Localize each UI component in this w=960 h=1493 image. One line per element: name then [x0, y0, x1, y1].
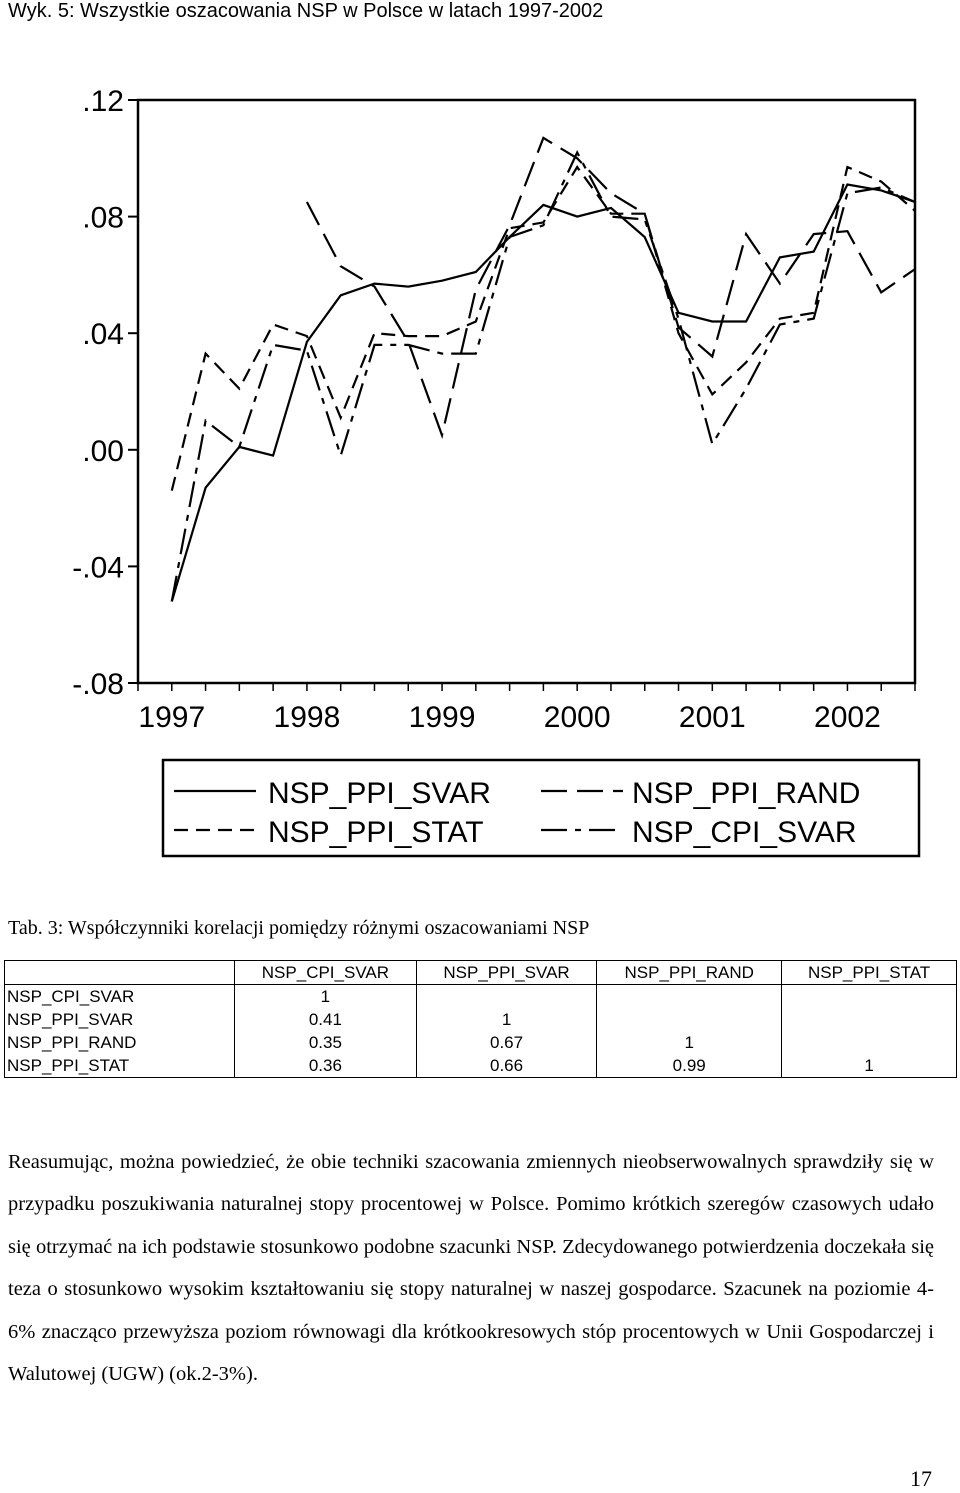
- table-cell: 0.35: [235, 1031, 417, 1054]
- page-number: 17: [910, 1466, 932, 1491]
- series-line-nsp-ppi-svar: [172, 185, 915, 602]
- plot-frame: [138, 100, 915, 683]
- table-cell: [782, 1031, 957, 1054]
- table-cell: 0.99: [597, 1054, 782, 1078]
- table-cell: [416, 985, 597, 1009]
- x-tick-label: 2001: [678, 701, 746, 734]
- table-cell: 0.66: [416, 1054, 597, 1078]
- legend-label: NSP_PPI_RAND: [632, 777, 861, 810]
- correlation-table: [4, 960, 957, 1078]
- series-line-nsp-cpi-svar: [172, 153, 915, 602]
- table-cell: [597, 985, 782, 1009]
- y-tick-label: .12: [82, 85, 124, 118]
- body-paragraph: Reasumując, można powiedzieć, że obie techniki szacowania zmiennych nieobserwowalnych sprawdziły się w przypadku poszukiwania naturalnej stopy procentowej w Polsce. Pomimo krótkich szeregów czasowych udało się otrzymać na ich podstawie stosunkowo podobne szacunki NSP. Zdecydowanego potwierdzenia doczekała się teza o stosunkowo wysokim kształtowaniu się stopy naturalnej w naszej gospodarce. Szacunek na poziomie 4-6% znacząco przewyższa poziom równowagi dla krótkookresowych stóp procentowych w Unii Gospodarczej i Walutowej (UGW) (ok.2-3%).: [8, 1150, 934, 1386]
- table-row: [5, 1031, 957, 1054]
- row-header: NSP_PPI_STAT: [5, 1054, 235, 1078]
- table-cell: 1: [597, 1031, 782, 1054]
- x-tick-label: 2000: [543, 701, 611, 734]
- table-cell: [597, 1008, 782, 1031]
- table-row: [5, 1008, 957, 1031]
- table-cell: 0.41: [235, 1008, 417, 1031]
- table-cell: [782, 985, 957, 1009]
- table-cell: 1: [782, 1054, 957, 1078]
- row-header: NSP_PPI_SVAR: [5, 1008, 235, 1031]
- legend-label: NSP_CPI_SVAR: [632, 816, 857, 849]
- table-row: [5, 985, 957, 1009]
- series-line-nsp-ppi-stat: [172, 167, 915, 491]
- table-cell: 1: [235, 985, 417, 1009]
- column-header: NSP_PPI_RAND: [597, 961, 782, 985]
- table-caption: Tab. 3: Współczynniki korelacji pomiędzy różnymi oszacowaniami NSP: [8, 917, 590, 939]
- table-cell: 1: [416, 1008, 597, 1031]
- table-cell: 0.36: [235, 1054, 417, 1078]
- column-header: NSP_PPI_SVAR: [416, 961, 597, 985]
- table-cell: [782, 1008, 957, 1031]
- column-header: NSP_PPI_STAT: [782, 961, 957, 985]
- table-header-row: [5, 961, 957, 985]
- legend-label: NSP_PPI_STAT: [268, 816, 484, 849]
- x-tick-label: 1999: [408, 701, 476, 734]
- table-cell: 0.67: [416, 1031, 597, 1054]
- y-tick-label: -.04: [72, 551, 124, 585]
- x-tick-label: 1998: [273, 701, 341, 734]
- y-tick-label: .08: [82, 201, 124, 235]
- row-header: NSP_PPI_RAND: [5, 1031, 235, 1054]
- table-row: [5, 1054, 957, 1078]
- y-tick-label: -.08: [72, 668, 124, 701]
- column-header: [5, 961, 235, 985]
- legend-label: NSP_PPI_SVAR: [268, 777, 491, 810]
- y-tick-label: .00: [82, 434, 124, 468]
- row-header: NSP_CPI_SVAR: [5, 985, 235, 1009]
- column-header: NSP_CPI_SVAR: [235, 961, 417, 985]
- chart-title: Wyk. 5: Wszystkie oszacowania NSP w Polsce w latach 1997-2002: [8, 0, 604, 22]
- y-tick-label: .04: [82, 318, 124, 352]
- x-tick-label: 1997: [138, 701, 206, 734]
- x-tick-label: 2002: [814, 701, 881, 734]
